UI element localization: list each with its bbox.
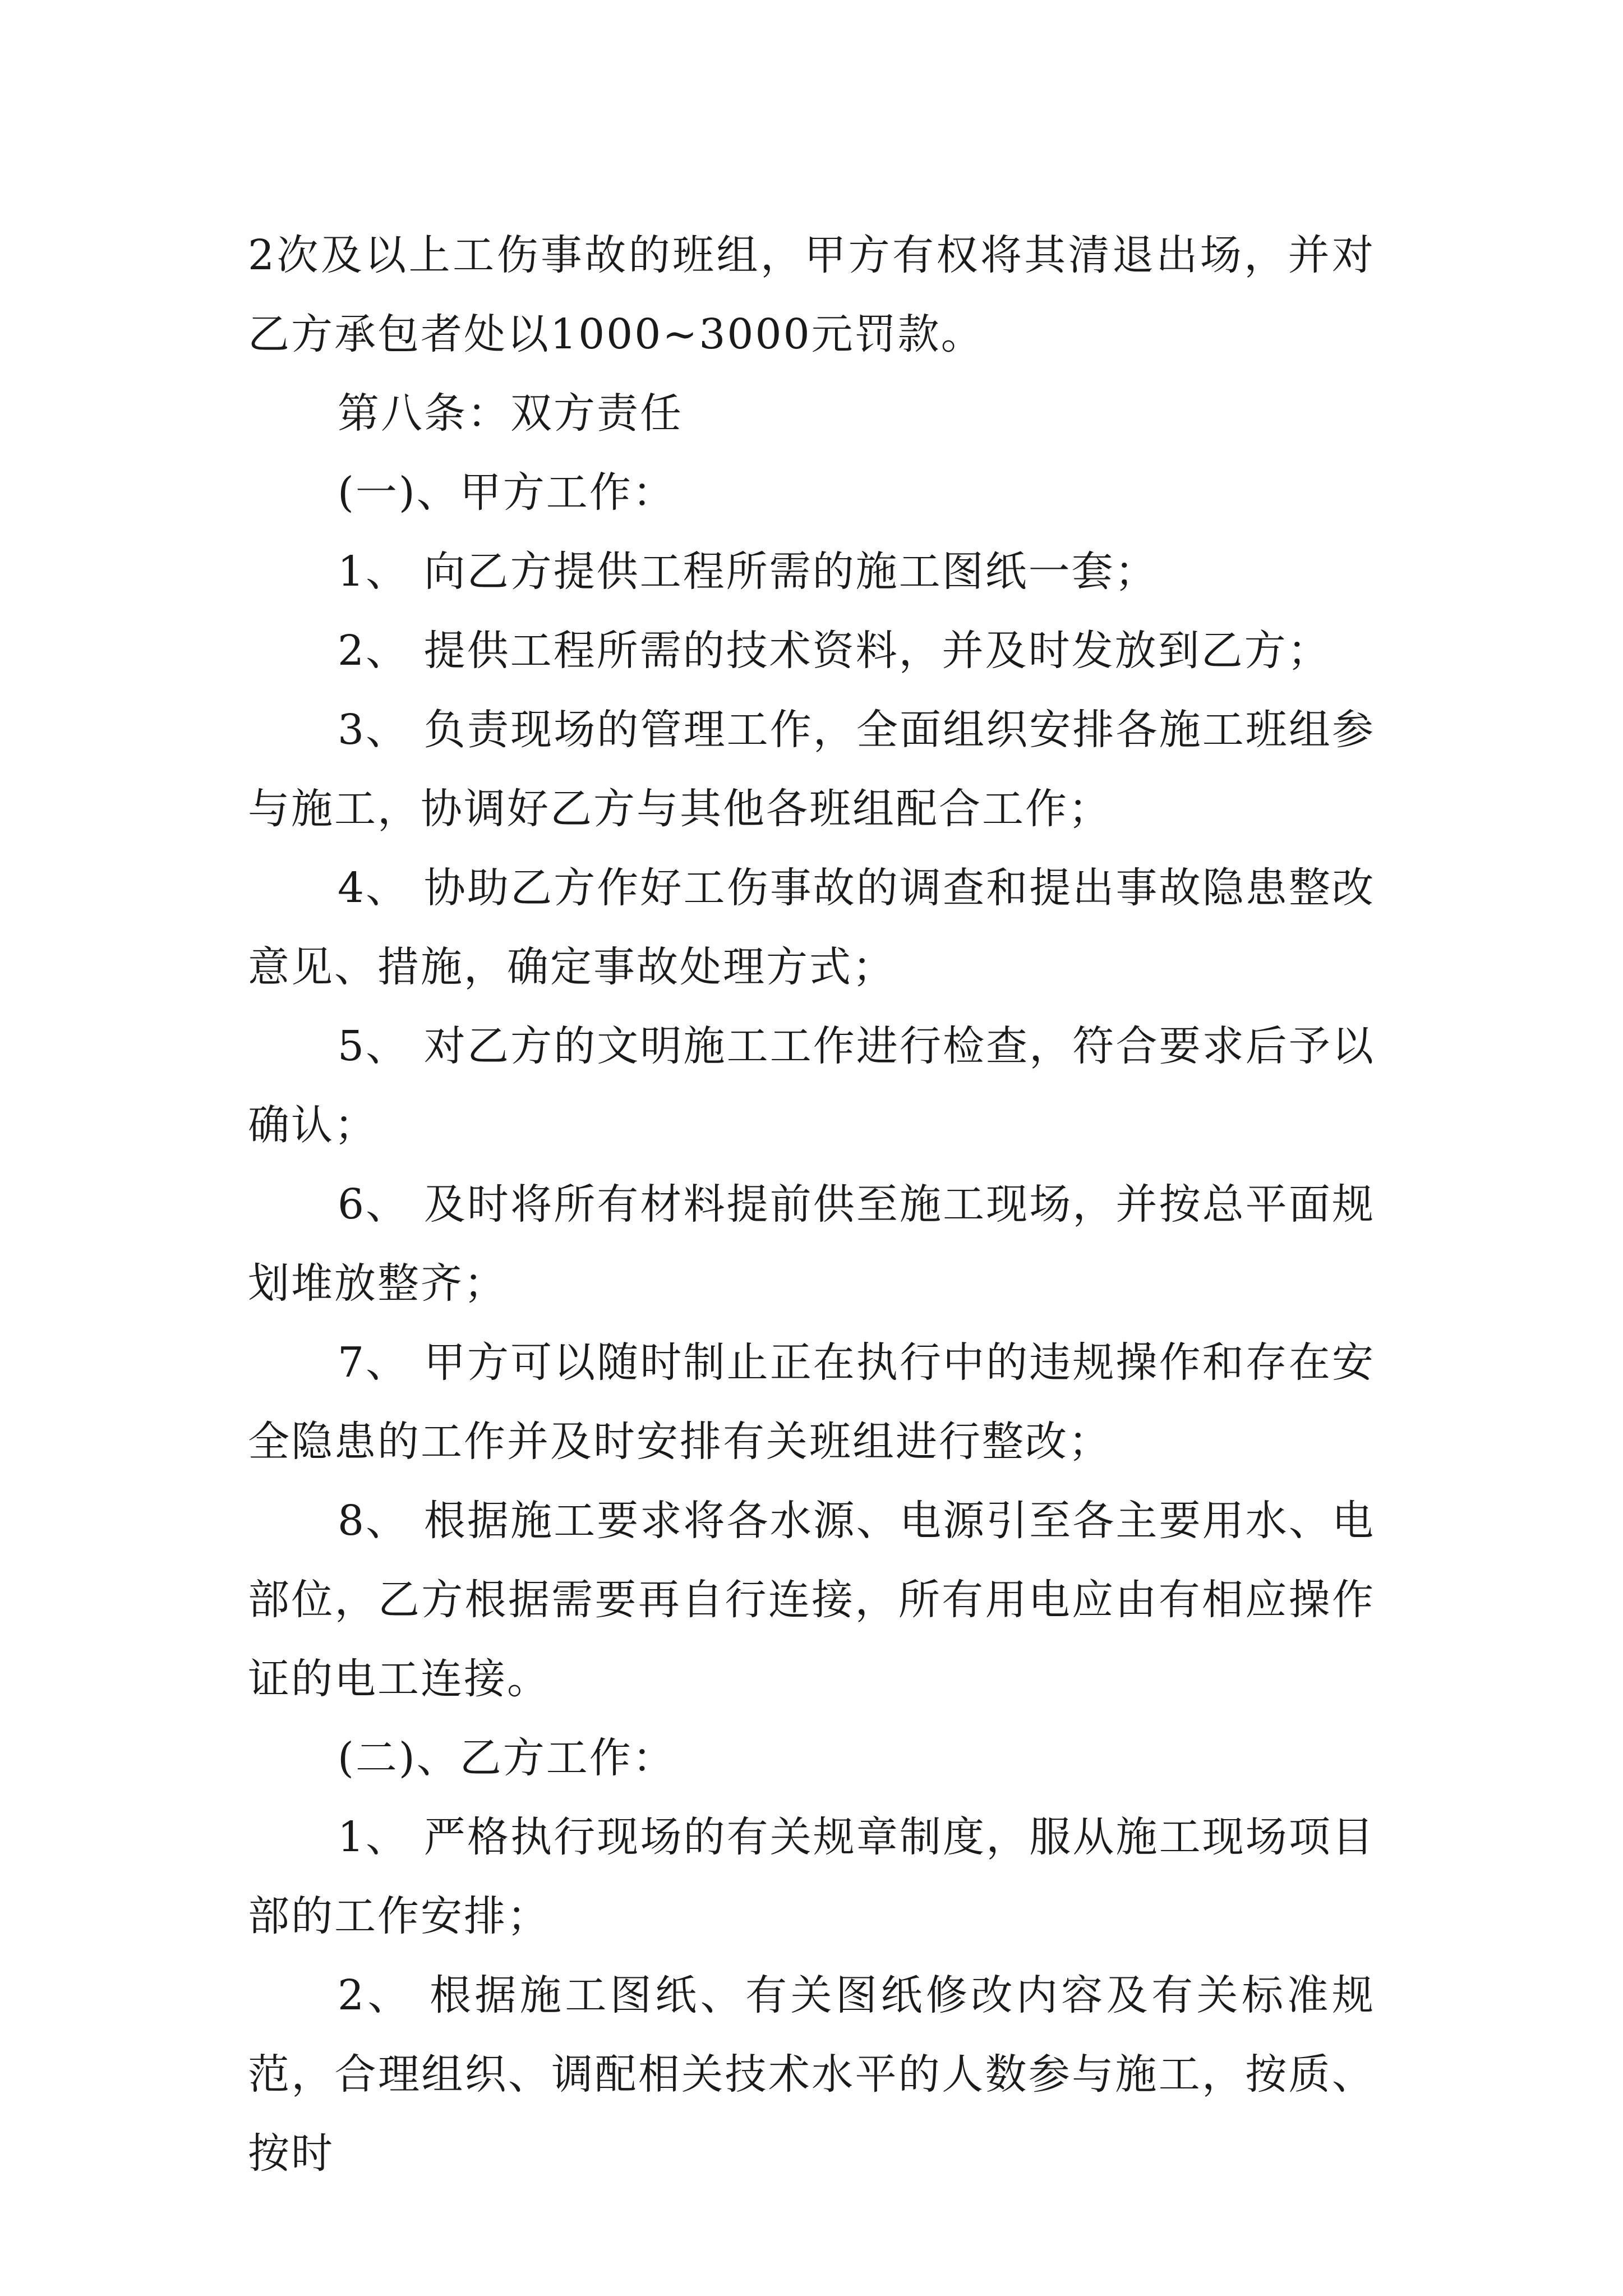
party-a-item-1: 1、 向乙方提供工程所需的施工图纸一套； [338,547,1158,596]
party-b-item-1: 1、 严格执行现场的有关规章制度，服从施工现场项目部的工作安排； [248,1813,1375,1940]
party-a-item-3: 3、 负责现场的管理工作，全面组织安排各施工班组参与施工，协调好乙方与其他各班组配合工作； [248,706,1375,833]
subsection-heading-party-a: (一)、甲方工作： [338,468,676,517]
document-body [248,216,1375,2193]
party-a-item-6: 6、 及时将所有材料提前供至施工现场，并按总平面规划堆放整齐； [248,1180,1375,1308]
party-b-item-2: 2、 根据施工图纸、有关图纸修改内容及有关标准规范，合理组织、调配相关技术水平的人数参与施工，按质、按时 [248,1971,1375,2178]
section-heading-article-8: 第八条：双方责任 [338,389,683,438]
subsection-heading-party-b: (二)、乙方工作： [338,1734,676,1782]
paragraph-1: 2次及以上工伤事故的班组，甲方有权将其清退出场，并对乙方承包者处以1000~3000元罚款。 [248,231,1375,358]
party-a-item-2: 2、 提供工程所需的技术资料，并及时发放到乙方； [338,627,1331,675]
party-a-item-5: 5、 对乙方的文明施工工作进行检查，符合要求后予以确认； [248,1022,1375,1149]
party-a-item-8: 8、 根据施工要求将各水源、电源引至各主要用水、电部位，乙方根据需要再自行连接，所有用电应由有相应操作证的电工连接。 [248,1497,1375,1703]
party-a-item-7: 7、 甲方可以随时制止正在执行中的违规操作和存在安全隐患的工作并及时安排有关班组进行整改； [248,1338,1375,1466]
party-a-item-4: 4、 协助乙方作好工伤事故的调查和提出事故隐患整改意见、措施，确定事故处理方式； [248,864,1375,991]
